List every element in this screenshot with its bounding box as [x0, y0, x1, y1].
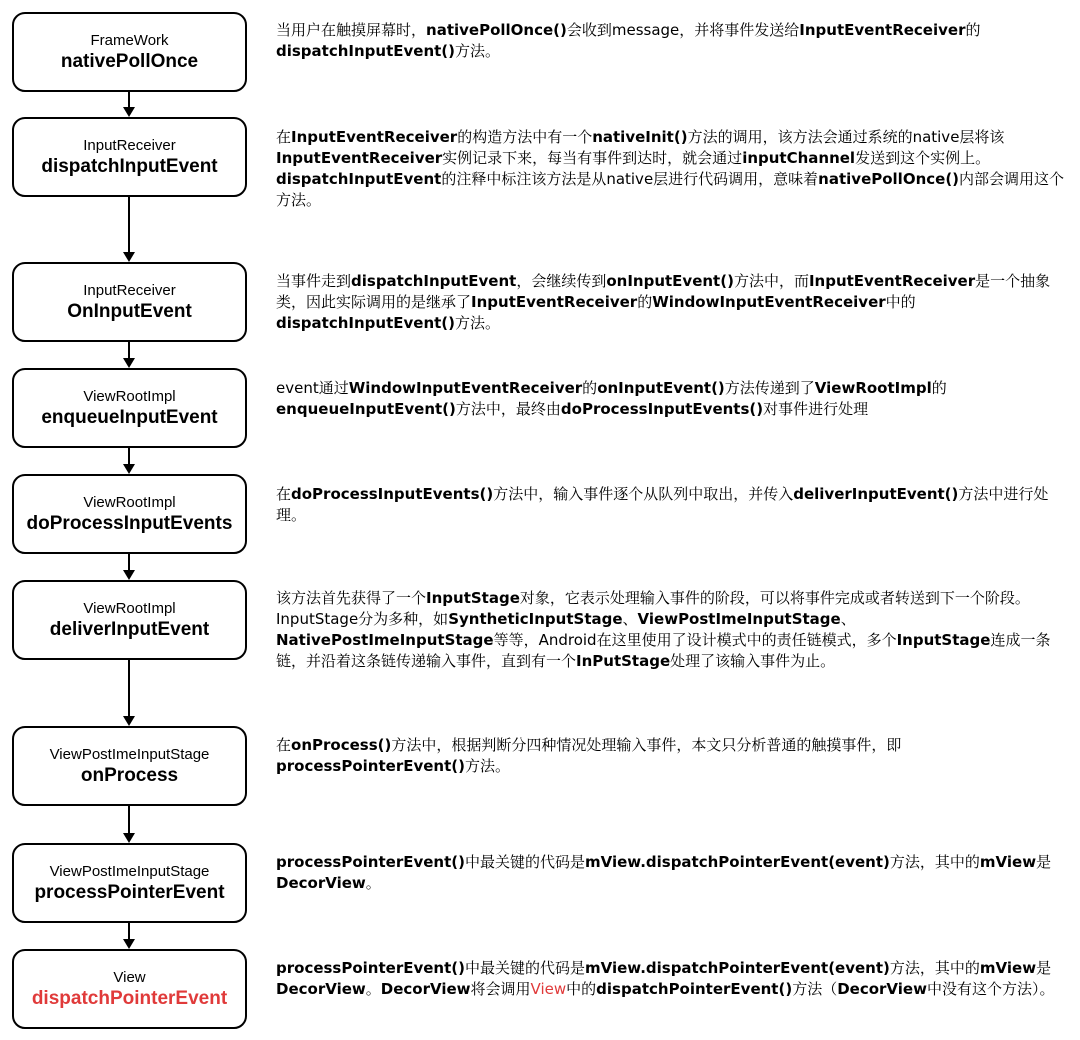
desc-code-term: DecorView [380, 980, 471, 998]
step-method-2: dispatchInputEvent [41, 155, 218, 177]
desc-text: 方法传递到了 [724, 379, 815, 397]
step-method-9: dispatchPointerEvent [31, 987, 228, 1009]
desc-text: 方法中，根据判断分四种情况处理输入事件，本文只分析普通的触摸事件，即 [391, 736, 902, 754]
step-desc-8 [276, 852, 1070, 894]
desc-text: 在 [276, 736, 292, 754]
desc-code-term: InPutStage [576, 652, 671, 670]
desc-text: 的 [582, 379, 598, 397]
step-class-4: ViewRootImpl [83, 387, 176, 405]
desc-code-term: processPointerEvent() [276, 853, 465, 871]
step-box-5 [12, 474, 247, 554]
arrow-6 [128, 660, 131, 726]
desc-text: 方法中进行处理。 [276, 485, 1049, 524]
desc-text: 该方法首先获得了一个 [276, 589, 427, 607]
step-box-6 [12, 580, 247, 660]
step-method-7: onProcess [80, 764, 179, 786]
desc-text: 的构造方法中有一个 [457, 128, 593, 146]
desc-text: 会收到message，并将事件发送给 [566, 21, 800, 39]
desc-text: 、 [622, 610, 638, 628]
desc-code-term: onInputEvent() [606, 272, 734, 290]
desc-text: 对事件进行处理 [763, 400, 869, 418]
desc-text: 方法中，而 [733, 272, 809, 290]
step-class-1: FrameWork [90, 31, 169, 49]
desc-code-term: DecorView [837, 980, 927, 998]
desc-code-term: processPointerEvent() [276, 959, 465, 977]
desc-code-term: WindowInputEventReceiver [652, 293, 886, 311]
arrow-3 [128, 342, 131, 368]
desc-code-term: doProcessInputEvents() [560, 400, 764, 418]
desc-code-term: mView [979, 853, 1037, 871]
desc-text: 中最关键的代码是 [464, 959, 585, 977]
desc-code-term: enqueueInputEvent() [276, 400, 456, 418]
step-box-1 [12, 12, 247, 92]
desc-text: 对象，它表示处理输入事件的阶段，可以将事件完成或者转送到下一个阶段。InputStage分为多种，如 [276, 589, 1030, 628]
desc-text: 在 [276, 485, 292, 503]
desc-text: 当用户在触摸屏幕时， [276, 21, 427, 39]
desc-code-term: WindowInputEventReceiver [348, 379, 583, 397]
desc-text: 中没有这个方法）。 [926, 980, 1055, 998]
desc-text: 、 [840, 610, 856, 628]
desc-code-term: nativeInit() [592, 128, 688, 146]
desc-code-term: InputStage [426, 589, 520, 607]
desc-text: 方法。 [455, 314, 501, 332]
step-class-6: ViewRootImpl [83, 599, 176, 617]
desc-text: 方法。 [464, 757, 510, 775]
desc-text: 方法，其中的 [889, 853, 980, 871]
step-box-7 [12, 726, 247, 806]
desc-code-term: dispatchInputEvent [276, 170, 442, 188]
step-box-8 [12, 843, 247, 923]
desc-code-term: InputEventReceiver [276, 149, 443, 167]
desc-text: 方法中，最终由 [455, 400, 561, 418]
step-method-5: doProcessInputEvents [26, 512, 233, 534]
desc-code-term: onProcess() [291, 736, 392, 754]
desc-code-term: DecorView [276, 874, 366, 892]
desc-text: event通过 [276, 379, 349, 397]
arrow-2 [128, 197, 131, 262]
desc-paragraph [276, 588, 1070, 672]
arrow-7 [128, 806, 131, 843]
desc-code-term: mView.dispatchPointerEvent(event) [585, 959, 890, 977]
step-box-2 [12, 117, 247, 197]
desc-code-term: InputStage [896, 631, 991, 649]
desc-code-term: mView.dispatchPointerEvent(event) [585, 853, 890, 871]
arrow-1 [128, 92, 131, 117]
desc-code-term: dispatchInputEvent() [276, 42, 456, 60]
desc-text: 方法，其中的 [889, 959, 980, 977]
step-class-5: ViewRootImpl [83, 493, 176, 511]
step-box-9 [12, 949, 247, 1029]
desc-code-term: nativePollOnce() [426, 21, 567, 39]
step-class-7: ViewPostImeInputStage [49, 745, 210, 763]
desc-highlight: View [530, 980, 567, 998]
arrow-4 [128, 448, 131, 474]
desc-code-term: NativePostImeInputStage [276, 631, 494, 649]
desc-text: 。 [365, 980, 381, 998]
desc-code-term: onInputEvent() [597, 379, 725, 397]
desc-text: 将会调用 [470, 980, 531, 998]
desc-code-term: ViewRootImpl [814, 379, 932, 397]
step-desc-3 [276, 271, 1070, 334]
step-desc-1 [276, 20, 1070, 62]
desc-paragraph [276, 169, 1070, 211]
desc-code-term: mView [979, 959, 1037, 977]
step-desc-4 [276, 378, 1070, 420]
desc-code-term: dispatchInputEvent [351, 272, 517, 290]
step-method-8: processPointerEvent [34, 881, 225, 903]
desc-text: 连成一条链，并沿着这条链传递输入事件，直到有一个 [276, 631, 1051, 670]
desc-paragraph [276, 735, 1070, 777]
desc-code-term: InputEventReceiver [291, 128, 458, 146]
step-method-6: deliverInputEvent [49, 618, 210, 640]
desc-paragraph [276, 127, 1070, 169]
desc-text: 方法的调用，该方法会通过系统的native层将该 [687, 128, 1005, 146]
desc-text: 是 [1036, 959, 1052, 977]
desc-text: 方法（ [792, 980, 838, 998]
step-desc-7 [276, 735, 1070, 777]
desc-text: 方法中，输入事件逐个从队列中取出，并传入 [493, 485, 794, 503]
step-class-9: View [113, 968, 146, 986]
desc-paragraph [276, 958, 1070, 1000]
desc-text: 在 [276, 128, 292, 146]
step-class-2: InputReceiver [83, 136, 176, 154]
desc-code-term: deliverInputEvent() [793, 485, 959, 503]
desc-text: 等等，Android在这里使用了设计模式中的责任链模式，多个 [493, 631, 897, 649]
desc-text: 的 [637, 293, 653, 311]
desc-text: 的 [965, 21, 981, 39]
step-box-3 [12, 262, 247, 342]
desc-code-term: ViewPostImeInputStage [637, 610, 841, 628]
desc-code-term: processPointerEvent() [276, 757, 465, 775]
desc-code-term: InputEventReceiver [799, 21, 966, 39]
step-desc-5 [276, 484, 1070, 526]
desc-code-term: dispatchInputEvent() [276, 314, 456, 332]
desc-text: 处理了该输入事件为止。 [670, 652, 836, 670]
desc-text: 内部会调用这个方法。 [276, 170, 1065, 209]
desc-paragraph [276, 852, 1070, 894]
desc-text: 实例记录下来，每当有事件到达时，就会通过 [442, 149, 743, 167]
step-class-8: ViewPostImeInputStage [49, 862, 210, 880]
desc-code-term: SyntheticInputStage [448, 610, 623, 628]
desc-paragraph [276, 378, 1070, 420]
step-desc-6 [276, 588, 1070, 672]
desc-paragraph [276, 271, 1070, 334]
desc-code-term: DecorView [276, 980, 366, 998]
step-method-4: enqueueInputEvent [41, 406, 218, 428]
desc-code-term: nativePollOnce() [818, 170, 960, 188]
arrow-5 [128, 554, 131, 580]
desc-text: ，会继续传到 [516, 272, 607, 290]
step-class-3: InputReceiver [83, 281, 176, 299]
desc-code-term: inputChannel [742, 149, 856, 167]
desc-text: 是 [1036, 853, 1052, 871]
desc-code-term: InputEventReceiver [808, 272, 976, 290]
desc-text: 。 [365, 874, 381, 892]
desc-text: 中的 [885, 293, 916, 311]
desc-text: 发送到这个实例上。 [855, 149, 991, 167]
desc-code-term: dispatchPointerEvent() [596, 980, 793, 998]
step-desc-2 [276, 127, 1070, 211]
desc-text: 方法。 [455, 42, 501, 60]
step-method-1: nativePollOnce [60, 50, 199, 72]
desc-text: 的 [931, 379, 947, 397]
desc-text: 是一个抽象类，因此实际调用的是继承了 [276, 272, 1051, 311]
desc-code-term: doProcessInputEvents() [291, 485, 494, 503]
desc-code-term: InputEventReceiver [471, 293, 638, 311]
desc-paragraph [276, 484, 1070, 526]
desc-text: 中最关键的代码是 [464, 853, 585, 871]
step-desc-9 [276, 958, 1070, 1000]
step-method-3: OnInputEvent [67, 300, 192, 322]
arrow-8 [128, 923, 131, 949]
step-box-4 [12, 368, 247, 448]
desc-text: 的注释中标注该方法是从native层进行代码调用，意味着 [441, 170, 819, 188]
desc-text: 中的 [566, 980, 597, 998]
desc-paragraph [276, 20, 1070, 62]
desc-text: 当事件走到 [276, 272, 352, 290]
